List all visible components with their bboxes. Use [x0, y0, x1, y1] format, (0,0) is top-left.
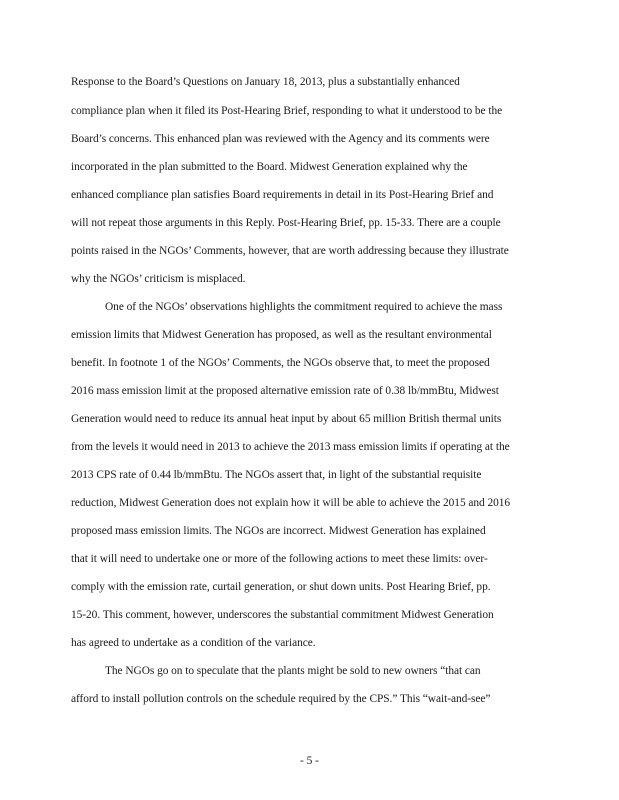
text-line: why the NGOs’ criticism is misplaced. — [71, 273, 246, 285]
text-line: enhanced compliance plan satisfies Board requirements in detail in its Post-Hearing Brief and — [71, 189, 494, 201]
text-line: has agreed to undertake as a condition of the variance. — [71, 637, 316, 649]
text-line: from the levels it would need in 2013 to achieve the 2013 mass emission limits if operating at the — [71, 441, 510, 453]
text-line: afford to install pollution controls on the schedule required by the CPS.” This “wait-and-see” — [71, 693, 491, 705]
page-number: - 5 - — [300, 755, 319, 767]
paragraph-first-line: The NGOs go on to speculate that the plants might be sold to new owners “that can — [105, 665, 481, 677]
text-line: comply with the emission rate, curtail generation, or shut down units. Post Hearing Brief, pp. — [71, 581, 491, 593]
text-line: points raised in the NGOs’ Comments, however, that are worth addressing because they illustrate — [71, 245, 509, 257]
text-line: 2013 CPS rate of 0.44 lb/mmBtu. The NGOs assert that, in light of the substantial requisite — [71, 469, 482, 481]
text-line: compliance plan when it filed its Post-Hearing Brief, responding to what it understood to be the — [71, 105, 503, 117]
paragraph-first-line: One of the NGOs’ observations highlights the commitment required to achieve the mass — [105, 301, 503, 313]
text-line: proposed mass emission limits. The NGOs are incorrect. Midwest Generation has explained — [71, 525, 486, 537]
text-line: 2016 mass emission limit at the proposed alternative emission rate of 0.38 lb/mmBtu, Midwest — [71, 385, 499, 397]
text-line: Generation would need to reduce its annual heat input by about 65 million British thermal units — [71, 413, 502, 425]
text-line: reduction, Midwest Generation does not explain how it will be able to achieve the 2015 and 2016 — [71, 497, 511, 509]
text-line: will not repeat those arguments in this Reply. Post-Hearing Brief, pp. 15-33. There are a couple — [71, 217, 501, 229]
text-line: Board’s concerns. This enhanced plan was reviewed with the Agency and its comments were — [71, 133, 490, 145]
text-line: Response to the Board’s Questions on January 18, 2013, plus a substantially enhanced — [71, 76, 460, 88]
text-line: 15-20. This comment, however, underscores the substantial commitment Midwest Generation — [71, 609, 494, 621]
text-line: that it will need to undertake one or more of the following actions to meet these limits: over- — [71, 553, 488, 565]
text-line: benefit. In footnote 1 of the NGOs’ Comments, the NGOs observe that, to meet the proposed — [71, 357, 490, 369]
text-line: incorporated in the plan submitted to the Board. Midwest Generation explained why the — [71, 161, 468, 173]
text-line: emission limits that Midwest Generation has proposed, as well as the resultant environmental — [71, 329, 492, 341]
